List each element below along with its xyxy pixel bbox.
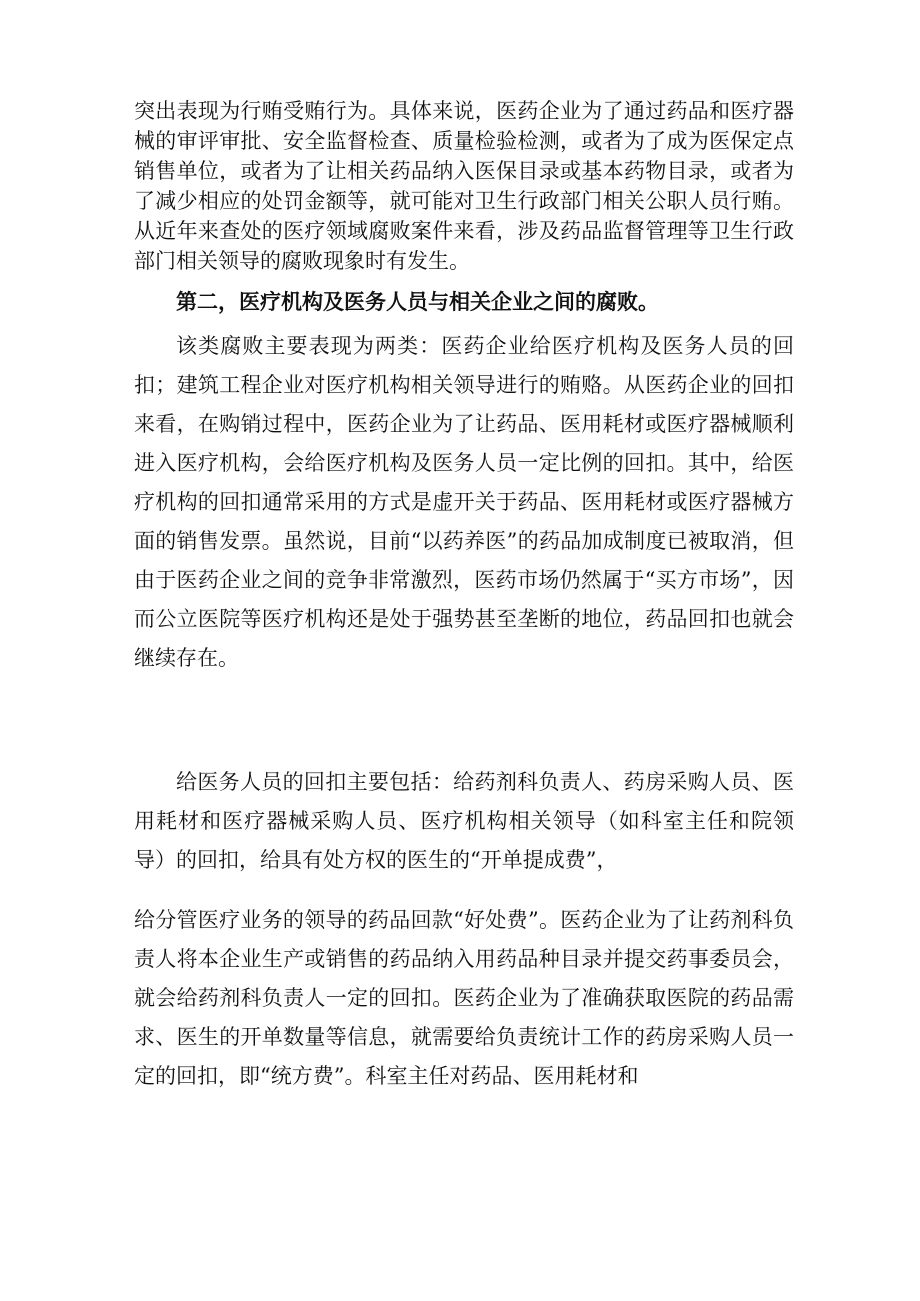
- body-paragraph: 给医务人员的回扣主要包括：给药剂科负责人、药房采购人员、医用耗材和医疗器械采购人员、医疗机构相关领导（如科室主任和院领导）的回扣，给具有处方权的医生的“开单提成费”，: [134, 770, 794, 872]
- section-heading: 第二，医疗机构及医务人员与相关企业之间的腐败。: [176, 289, 659, 314]
- body-paragraph: 突出表现为行贿受贿行为。具体来说，医药企业为了通过药品和医疗器械的审评审批、安全监督检查、质量检验检测，或者为了成为医保定点销售单位，或者为了让相关药品纳入医保目录或基本药物目录，或者为了减少相应的处罚金额等，就可能对卫生行政部门相关公职人员行贿。从近年来查处的医疗领域腐败案件来看，涉及药品监督管理等卫生行政部门相关领导的腐败现象时有发生。: [134, 99, 794, 273]
- body-paragraph: 该类腐败主要表现为两类：医药企业给医疗机构及医务人员的回扣；建筑工程企业对医疗机构相关领导进行的贿赂。从医药企业的回扣来看，在购销过程中，医药企业为了让药品、医用耗材或医疗器械顺利进入医疗机构，会给医疗机构及医务人员一定比例的回扣。其中，给医疗机构的回扣通常采用的方式是虚开关于药品、医用耗材或医疗器械方面的销售发票。虽然说，目前“以药养医”的药品加成制度已被取消，但由于医药企业之间的竞争非常激烈，医药市场仍然属于“买方市场”，因而公立医院等医疗机构还是处于强势甚至垄断的地位，药品回扣也就会继续存在。: [134, 334, 794, 670]
- body-paragraph: 给分管医疗业务的领导的药品回款“好处费”。医药企业为了让药剂科负责人将本企业生产或销售的药品纳入用药品种目录并提交药事委员会，就会给药剂科负责人一定的回扣。医药企业为了准确获取医院的药品需求、医生的开单数量等信息，就需要给负责统计工作的药房采购人员一定的回扣，即“统方费”。科室主任对药品、医用耗材和: [134, 908, 794, 1088]
